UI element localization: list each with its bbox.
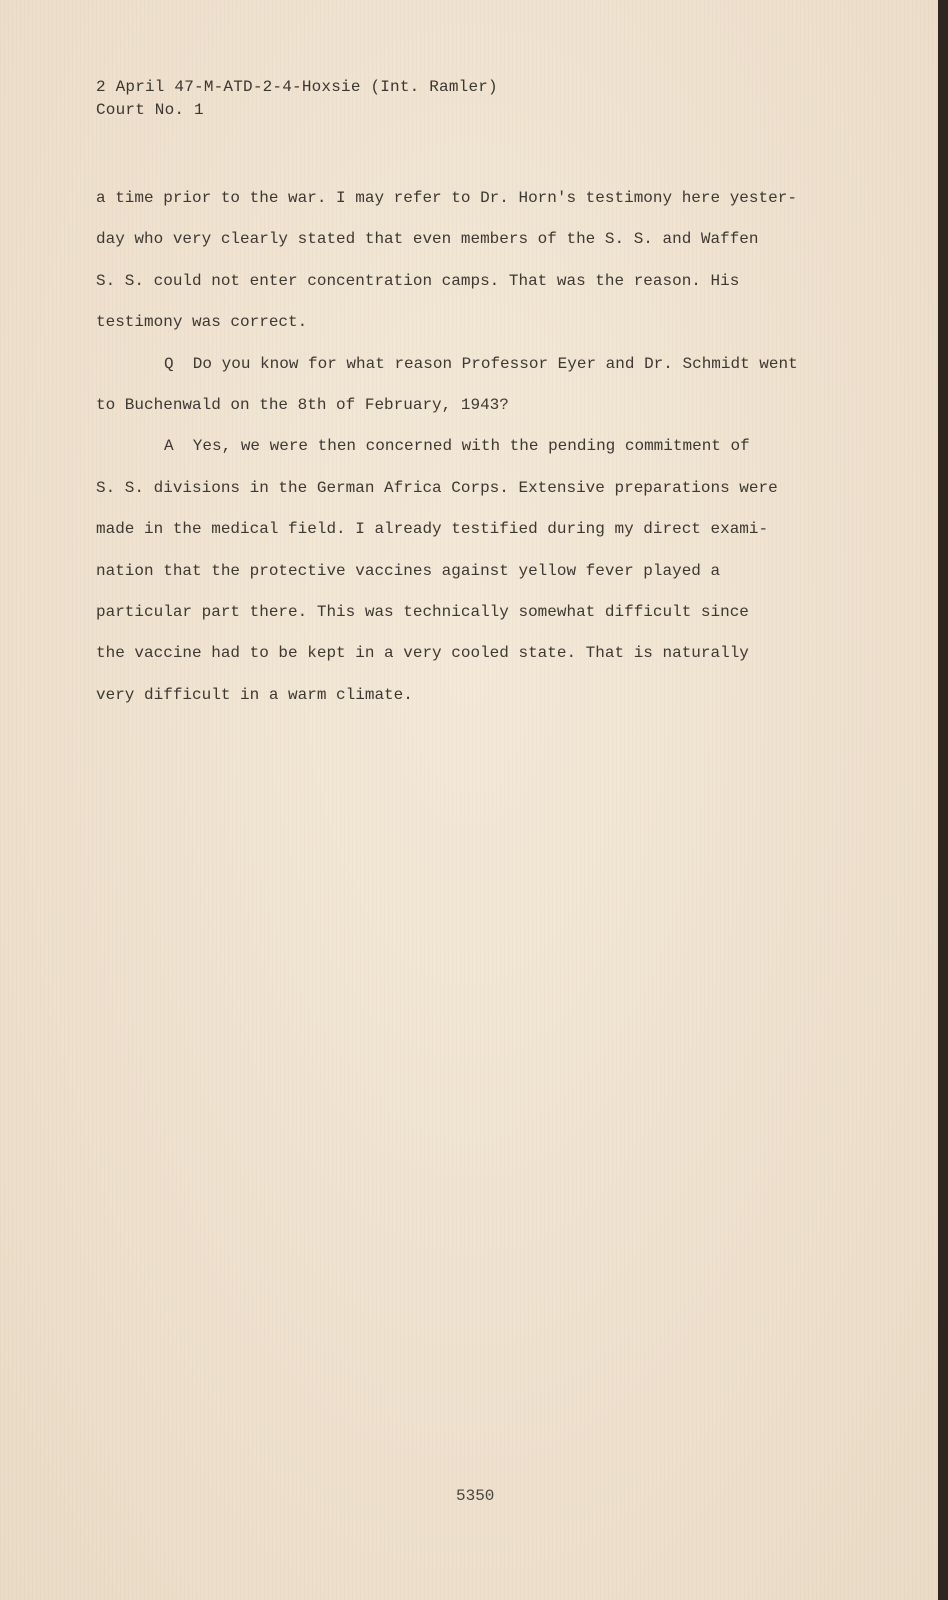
header-session-line: 2 April 47-M-ATD-2-4-Hoxsie (Int. Ramler) [96, 78, 498, 96]
transcript-line: made in the medical field. I already testified during my direct exami- [96, 520, 769, 539]
page-edge-shadow [938, 0, 948, 1600]
transcript-line: nation that the protective vaccines against yellow fever played a [96, 561, 721, 580]
transcript-line: testimony was correct. [96, 313, 308, 332]
transcript-line: S. S. could not enter concentration camps. That was the reason. His [96, 271, 740, 290]
transcript-body [96, 178, 856, 716]
answer-line: A Yes, we were then concerned with the pending commitment of [164, 437, 750, 456]
page-number: 5350 [456, 1487, 495, 1505]
transcript-line: the vaccine had to be kept in a very cooled state. That is naturally [96, 644, 749, 663]
transcript-line: a time prior to the war. I may refer to Dr. Horn's testimony here yester- [96, 189, 797, 207]
transcript-line: particular part there. This was technically somewhat difficult since [96, 602, 749, 621]
transcript-line: day who very clearly stated that even members of the S. S. and Waffen [96, 230, 759, 249]
transcript-line: to Buchenwald on the 8th of February, 1943? [96, 395, 509, 414]
question-line: Q Do you know for what reason Professor Eyer and Dr. Schmidt went [164, 354, 798, 373]
transcript-line: very difficult in a warm climate. [96, 685, 413, 704]
document-header [96, 76, 498, 122]
transcript-line: S. S. divisions in the German Africa Corps. Extensive preparations were [96, 478, 778, 497]
header-court-line: Court No. 1 [96, 101, 204, 119]
